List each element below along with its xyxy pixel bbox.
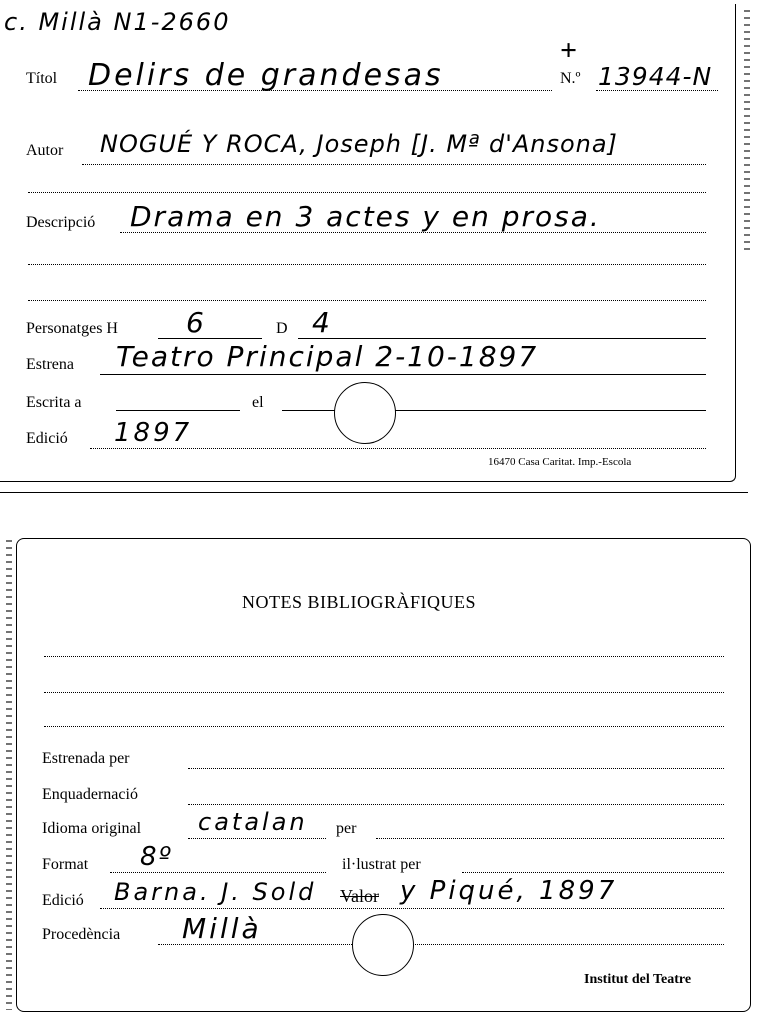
personatges-label: Personatges H bbox=[26, 320, 118, 337]
notes-line-2 bbox=[44, 692, 724, 693]
notes-line-1 bbox=[44, 656, 724, 657]
estrena-value: Teatro Principal 2-10-1897 bbox=[116, 340, 539, 373]
titol-value: Delirs de grandesas bbox=[88, 58, 444, 93]
procedencia-label: Procedència bbox=[42, 926, 121, 943]
estrena-line bbox=[100, 374, 706, 375]
edicio-label: Edició bbox=[26, 430, 68, 447]
personatges-d-label: D bbox=[276, 320, 288, 337]
format-value: 8º bbox=[140, 842, 173, 872]
descripcio-value: Drama en 3 actes y en prosa. bbox=[130, 200, 601, 233]
format-label: Format bbox=[42, 856, 89, 873]
number-label: N.º bbox=[560, 70, 581, 87]
escrita-el-label: el bbox=[252, 394, 264, 411]
estrena-label: Estrena bbox=[26, 356, 74, 373]
idioma-value: catalan bbox=[198, 808, 308, 836]
autor-value: NOGUÉ Y ROCA, Joseph [J. Mª d'Ansona] bbox=[100, 130, 618, 158]
institution-name: Institut del Teatre bbox=[584, 972, 692, 987]
idioma-line bbox=[188, 838, 326, 839]
plus-mark: + bbox=[560, 34, 578, 67]
back-edicio-struck: Valor bbox=[340, 886, 379, 906]
personatges-d-line bbox=[298, 338, 706, 339]
estrenada-line bbox=[188, 768, 724, 769]
enquadernacio-label: Enquadernació bbox=[42, 786, 138, 803]
header-note: c. Millà N1-2660 bbox=[4, 8, 231, 36]
estrenada-label: Estrenada per bbox=[42, 750, 130, 767]
escrita-label: Escrita a bbox=[26, 394, 82, 411]
torn-edge-left bbox=[6, 540, 12, 1010]
back-edicio-value: Barna. J. Sold bbox=[114, 878, 317, 906]
punch-hole-back bbox=[352, 914, 414, 976]
punch-hole bbox=[334, 382, 396, 444]
torn-edge bbox=[744, 10, 750, 250]
autor-line-2 bbox=[28, 192, 706, 193]
back-edicio-line bbox=[100, 908, 724, 909]
idioma-per-label: per bbox=[336, 820, 357, 837]
edicio-line bbox=[90, 448, 706, 449]
descripcio-label: Descripció bbox=[26, 214, 96, 231]
autor-line bbox=[82, 164, 706, 165]
personatges-h-line bbox=[158, 338, 262, 339]
notes-title: NOTES BIBLIOGRÀFIQUES bbox=[242, 592, 477, 612]
idioma-per-line bbox=[376, 838, 724, 839]
format-il-label: il·lustrat per bbox=[342, 856, 421, 873]
back-edicio-value-2: y Piqué, 1897 bbox=[400, 876, 618, 906]
format-il-line bbox=[462, 872, 724, 873]
autor-label: Autor bbox=[26, 142, 64, 159]
titol-label: Títol bbox=[26, 70, 58, 87]
personatges-h-value: 6 bbox=[186, 306, 206, 339]
number-value: 13944-N bbox=[598, 62, 713, 91]
procedencia-value: Millà bbox=[182, 912, 262, 945]
format-line bbox=[110, 872, 326, 873]
printer-imprint: 16470 Casa Caritat. Imp.-Escola bbox=[488, 456, 632, 468]
escrita-line bbox=[116, 410, 240, 411]
personatges-d-value: 4 bbox=[312, 306, 332, 339]
notes-line-3 bbox=[44, 726, 724, 727]
back-edicio-label: Edició bbox=[42, 892, 84, 909]
idioma-label: Idioma original bbox=[42, 820, 142, 837]
card-divider bbox=[0, 492, 748, 493]
edicio-value: 1897 bbox=[114, 418, 193, 448]
descripcio-line-3 bbox=[28, 300, 706, 301]
enquadernacio-line bbox=[188, 804, 724, 805]
descripcio-line-2 bbox=[28, 264, 706, 265]
